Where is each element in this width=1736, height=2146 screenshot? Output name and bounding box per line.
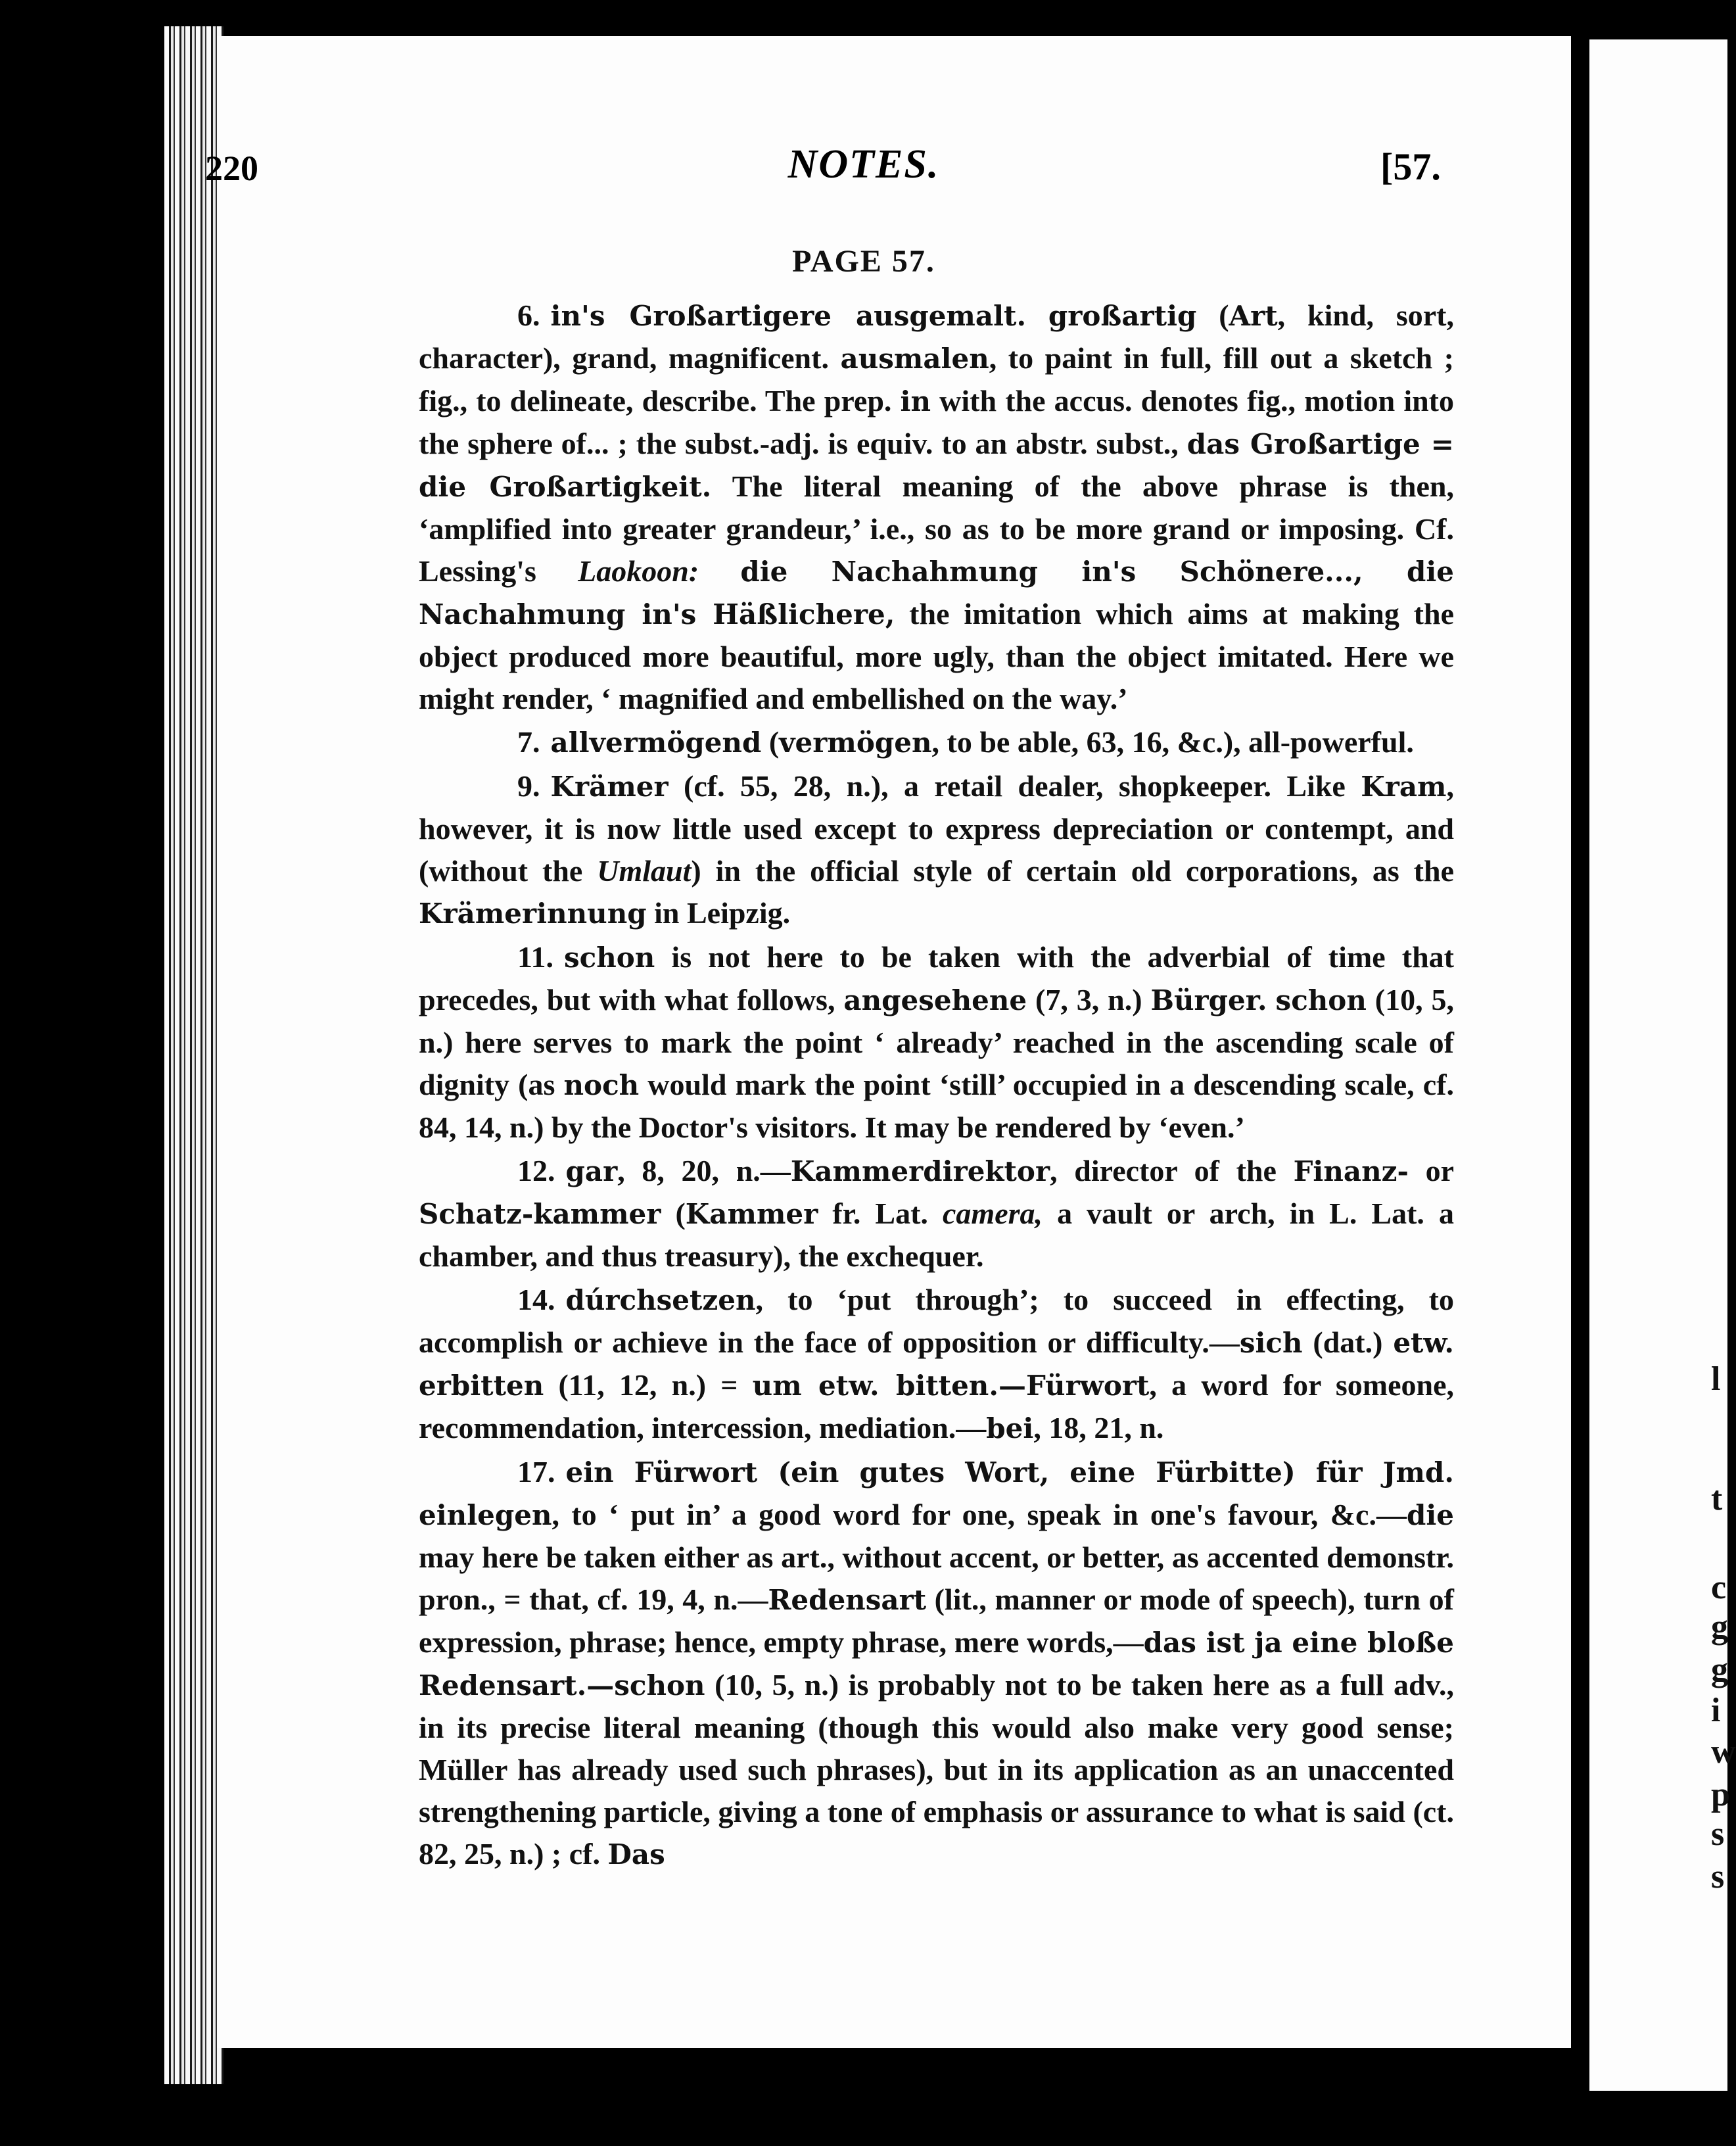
note-number: 11. xyxy=(517,940,553,974)
facing-page-fragment: s xyxy=(1711,1858,1725,1896)
german-term: großartig xyxy=(1048,300,1197,332)
note-paragraph xyxy=(419,1451,1454,1876)
facing-page-fragment: t xyxy=(1711,1480,1723,1517)
german-term: allvermögend xyxy=(550,727,762,759)
italic-text: camera, xyxy=(943,1197,1043,1230)
german-term: um etw. bitten.—Fürwort xyxy=(752,1370,1150,1402)
note-text: is not here to be taken with the adverbial of time that precedes, but with what follows, xyxy=(419,940,1454,1016)
notes-body xyxy=(419,295,1454,1877)
note-text: , 18, 21, n. xyxy=(1033,1411,1164,1444)
note-text: (cf. 55, 28, n.), a retail dealer, shopkeeper. Like xyxy=(668,769,1361,803)
facing-page-fragment: g xyxy=(1711,1608,1728,1646)
note-text xyxy=(1267,983,1276,1016)
note-text: in Leipzig. xyxy=(646,896,791,930)
note-number: 6. xyxy=(517,298,540,332)
german-term: ausmalen xyxy=(840,343,989,375)
german-term: Kram xyxy=(1361,771,1447,803)
note-text xyxy=(1026,298,1048,332)
facing-page-fragment: w xyxy=(1711,1733,1736,1771)
note-paragraph xyxy=(419,765,1454,935)
note-text: , to ‘ put in’ a good word for one, speak in one's favour, &c.— xyxy=(551,1498,1407,1531)
german-term: etw. erbitten xyxy=(419,1327,1454,1402)
german-term: Krämerinnung xyxy=(419,897,647,930)
german-term: angesehene xyxy=(843,984,1027,1016)
page-reference: [57. xyxy=(1380,145,1441,188)
note-text: or xyxy=(1408,1154,1455,1187)
note-paragraph xyxy=(419,295,1454,720)
german-term: Schatz-kammer xyxy=(419,1198,661,1230)
note-text: , however, it is now little used except to express depreciation or contempt, and (without the xyxy=(419,769,1454,888)
note-paragraph xyxy=(419,1150,1454,1277)
german-term: das ist ja eine bloße Redensart.—schon xyxy=(419,1627,1455,1702)
note-text: , director of the xyxy=(1050,1154,1294,1187)
note-text: (10, 5, n.) is probably not to be taken here as a full adv., in its precise literal meaning (though this would also make very good sense; Müller has already used such phrases), but in its application as an unaccented strengthening particle, giving a tone of emphasis or assurance to what is said (ct. 82, 25, n.) ; cf. xyxy=(419,1668,1454,1871)
german-term: die xyxy=(1406,1499,1454,1531)
german-term: schon xyxy=(1275,984,1367,1016)
note-text: a vault or arch, in L. Lat. a chamber, and thus treasury), the exchequer. xyxy=(419,1197,1455,1273)
note-text: fr. Lat. xyxy=(818,1197,943,1230)
note-number: 9. xyxy=(517,769,540,803)
note-text: , 8, 20, n.— xyxy=(617,1154,791,1187)
note-text: (7, 3, n.) xyxy=(1027,983,1151,1016)
note-text: (11, 12, n.) = xyxy=(544,1368,753,1402)
facing-page-fragment: s xyxy=(1711,1815,1725,1853)
note-text: the imitation which aims at making the object produced more beautiful, more ugly, than the object imitated. Here we might render, ‘ magnified and embellished on the way.’ xyxy=(419,597,1455,715)
note-text: (10, 5, n.) here serves to mark the point ‘ already’ reached in the ascending scale of dignity (as xyxy=(419,983,1454,1101)
note-text: , to ‘put through’; to succeed in effecting, to accomplish or achieve in the face of opposition or difficulty.— xyxy=(419,1283,1454,1359)
german-term: Finanz- xyxy=(1293,1155,1409,1187)
note-text xyxy=(699,554,740,588)
note-text: The literal meaning of the above phrase is then, ‘amplified into greater grandeur,’ i.e., so as to be more grand or imposing. Cf. Lessing's xyxy=(419,469,1454,588)
note-text: , a word for someone, recommendation, intercession, mediation.— xyxy=(419,1368,1454,1444)
german-term: schon xyxy=(563,942,655,974)
german-term: bei xyxy=(986,1412,1034,1444)
facing-page-fragment: g xyxy=(1711,1651,1728,1688)
note-text: (lit., manner or mode of speech), turn of expression, phrase; hence, empty phrase, mere words,— xyxy=(419,1583,1454,1659)
note-text: ) in the official style of certain old corporations, as the xyxy=(691,854,1454,888)
german-term: Das xyxy=(607,1838,665,1871)
note-text: (dat.) xyxy=(1302,1325,1394,1359)
note-paragraph xyxy=(419,721,1454,764)
note-paragraph xyxy=(419,936,1454,1149)
note-text: would mark the point ‘still’ occupied in a descending scale, cf. 84, 14, n.) by the Doctor's visitors. It may be rendered by ‘even.’ xyxy=(419,1068,1455,1144)
german-term: das Großartige = die Großartigkeit. xyxy=(419,428,1454,503)
note-number: 14. xyxy=(517,1283,555,1316)
note-number: 17. xyxy=(517,1455,555,1489)
note-paragraph xyxy=(419,1279,1454,1450)
section-heading: PAGE 57. xyxy=(792,244,935,279)
german-term: sich xyxy=(1239,1327,1303,1359)
note-text: , to paint in full, fill out a sketch ; fig., to delineate, describe. The prep. xyxy=(419,341,1454,417)
note-text: may here be taken either as art., without accent, or better, as accented demonstr. pron., = that, cf. 19, 4, n.— xyxy=(419,1540,1454,1616)
facing-page-fragment: c xyxy=(1711,1569,1727,1606)
german-term: Kammerdirektor xyxy=(790,1155,1050,1187)
italic-text: Laokoon: xyxy=(578,554,699,588)
german-term: in's Großartigere ausgemalt. xyxy=(550,300,1027,332)
facing-page-fragment: l xyxy=(1711,1360,1721,1398)
running-title: NOTES. xyxy=(787,142,940,187)
german-term: die Nachahmung in's Schönere..., die Nachahmung in's Häßlichere, xyxy=(419,556,1455,631)
note-text: ( xyxy=(661,1197,686,1230)
german-term: vermögen xyxy=(779,727,932,759)
german-term: noch xyxy=(563,1069,640,1101)
german-term: Bürger. xyxy=(1150,984,1267,1016)
note-number: 7. xyxy=(517,725,540,759)
facing-page-edge xyxy=(1589,39,1736,2091)
italic-text: Umlaut xyxy=(597,854,692,888)
note-text: , to be able, 63, 16, &c.), all-powerful. xyxy=(931,725,1414,759)
note-text: , kind, sort, character), grand, magnificent. xyxy=(419,298,1454,375)
note-text: ( xyxy=(761,725,780,759)
german-term: gar xyxy=(565,1155,618,1187)
note-text: ( xyxy=(1196,298,1229,332)
note-text: with the accus. denotes fig., motion into the sphere of... ; the subst.-adj. is equiv. to an abstr. subst., xyxy=(419,384,1455,460)
note-number: 12. xyxy=(517,1154,555,1187)
book-page-edges xyxy=(164,26,223,2084)
german-term: Krämer xyxy=(550,771,669,803)
page-number: 220 xyxy=(205,149,258,188)
facing-page-fragment: p xyxy=(1711,1776,1730,1813)
german-term: Kammer xyxy=(685,1198,818,1230)
german-term: ein Fürwort (ein gutes Wort, eine Fürbitte) für Jmd. einlegen xyxy=(419,1456,1454,1531)
german-term: Redensart xyxy=(768,1584,927,1616)
facing-page-fragment: i xyxy=(1711,1692,1721,1729)
german-term: in xyxy=(900,385,931,417)
german-term: Art xyxy=(1229,300,1278,332)
german-term: dúrchsetzen xyxy=(565,1284,756,1316)
